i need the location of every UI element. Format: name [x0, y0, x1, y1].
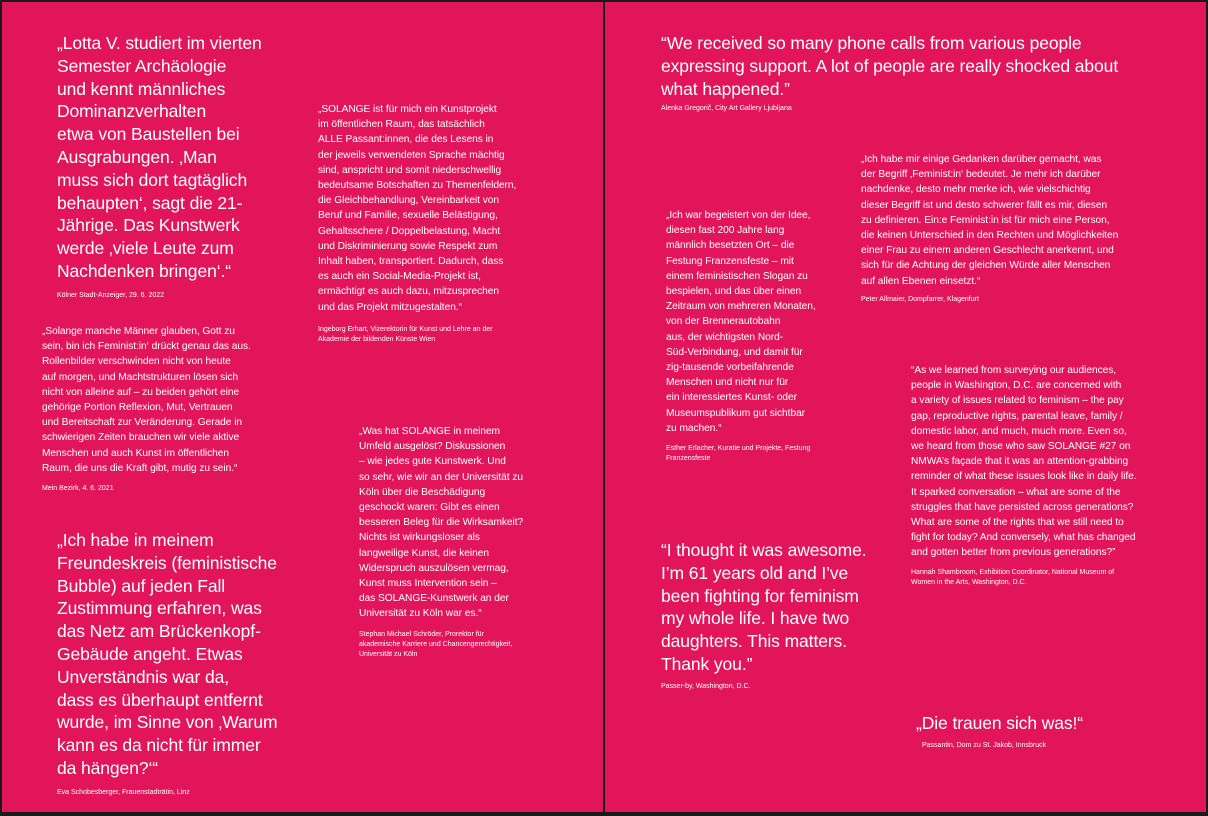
quote-schroeder	[359, 424, 569, 660]
quote-text: „Die trauen sich was!“	[916, 713, 1084, 733]
quote-source: Hannah Shambroom, Exhibition Coordinator, National Museum of Women in the Arts, Washington, D.C.	[911, 568, 1115, 586]
quote-source: Passantin, Dom zu St. Jakob, Innsbruck	[922, 741, 1047, 749]
quote-text: “We received so many phone calls from various people expressing support. A lot of people are really shocked about what happened.”	[661, 33, 1119, 99]
quote-source: Peter Allmaier, Dompfarrer, Klagenfurt	[861, 295, 979, 303]
quote-source: Ingeborg Erhart, Vizerektorin für Kunst und Lehre an der Akademie der bildenden Künste Wien	[318, 325, 493, 343]
quote-lotta	[57, 32, 317, 301]
quote-source: Mein Bezirk, 4. 6. 2021	[42, 485, 114, 493]
quote-mein-bezirk	[42, 324, 302, 494]
right-page	[605, 2, 1206, 812]
quote-source: Eva Schobesberger, Frauenstadträtin, Linz	[57, 788, 190, 796]
quote-source: Alenka Gregorič, City Art Gallery Ljubljana	[661, 105, 792, 113]
quote-source: Stephan Michael Schröder, Prorektor für akademische Karriere und Chancengerechtigkeit, Universität zu Köln	[359, 630, 513, 658]
quote-text: „Ich habe in meinem Freundeskreis (feministische Bubble) auf jeden Fall Zustimmung erfahren, was das Netz am Brückenkopf- Gebäude angeht. Etwas Unverständnis war da, dass es überhaupt entfernt wurde, im Sinne von ‚Warum kann es da nicht für immer da hängen?‘“	[57, 530, 278, 778]
quote-erlacher	[666, 208, 866, 464]
quote-passer-by	[661, 539, 901, 692]
quote-allmaier	[861, 152, 1181, 305]
quote-text: „SOLANGE ist für mich ein Kunstprojekt im öffentlichen Raum, das tatsächlich ALLE Passant:innen, die des Lesens in der jeweils verwendeten Sprache mächtig sind, anspricht und somit niederschwellig bedeutsame Botschaften zu Themenfeldern, die Gleichbehandlung, Vereinbarkeit von Beruf und Familie, sexuelle Belästigung, Gehaltsschere / Doppelbelastung, Macht und Diskriminierung sowie Respekt zum Inhalt haben, transportiert. Dadurch, dass es auch ein Social-Media-Projekt ist, ermächtigt es auch dazu, mitzusprechen und das Projekt mitzugestalten.“	[318, 104, 517, 313]
quote-text: “As we learned from surveying our audiences, people in Washington, D.C. are concerned with a variety of issues related to feminism – the pay gap, reproductive rights, parental leave, family / domestic labor, and much, much more. Even so, we heard from those who saw SOLANGE #27 on NMWA’s façade that it was an attention-grabbing reminder of what these issues look like in daily life. It sparked conversation – what are some of the struggles that have persisted across generations? What are some of the rights that we still need to fight for today? And conversely, what has changed and gotten better from previous generations?”	[911, 365, 1137, 559]
left-page	[2, 2, 603, 812]
quote-erhart	[318, 102, 558, 345]
quote-source: Esther Erlacher, Kuratie und Projekte, Festung Franzensfeste	[666, 445, 811, 463]
quote-text: “I thought it was awesome. I’m 61 years old and I’ve been fighting for feminism my whole life. I have two daughters. This matters. Thank you.”	[661, 540, 867, 674]
quote-source: Passer-by, Washington, D.C.	[661, 682, 751, 690]
quote-shambroom	[911, 363, 1201, 588]
quote-text: „Lotta V. studiert im vierten Semester Archäologie und kennt männliches Dominanzverhalten etwa von Baustellen bei Ausgrabungen. ‚Man muss sich dort tagtäglich behaupten‘, sagt die 21- Jährige. Das Kunstwerk werde ‚viele Leute zum Nachdenken bringen‘.“	[57, 33, 262, 281]
quote-text: „Ich habe mir einige Gedanken darüber gemacht, was der Begriff ‚Feminist:in‘ bedeutet. Je mehr ich darüber nachdenke, desto mehr merke ich, wie vielschichtig dieser Begriff ist und desto schwerer fällt es mir, diesen zu definieren. Ein:e Feminist:in ist für mich eine Person, die keinen Unterschied in den Rechten und Möglichkeiten einer Frau zu einem anderen Geschlecht anerkennt, und sich für die Achtung der gleichen Würde aller Menschen auf allen Ebenen einsetzt.“	[861, 154, 1119, 287]
quote-gregoric	[661, 32, 1201, 114]
quote-schobesberger	[57, 529, 317, 798]
quote-text: „Solange manche Männer glauben, Gott zu sein, bin ich Feminist:in‘ drückt genau das aus. Rollenbilder verschwinden nicht von heute auf morgen, und Machtstrukturen lösen sich nicht von alleine auf – zu beiden gehört eine gehörige Portion Reflexion, Mut, Vertrauen und Bereitschaft zur Veränderung. Gerade in schwierigen Zeiten brauchen wir viele aktive Menschen und auch Kunst im öffentlichen Raum, die uns die Kraft gibt, mutig zu sein.“	[42, 326, 251, 474]
quote-source: Kölner Stadt-Anzeiger, 29. 6. 2022	[57, 291, 165, 299]
quote-passantin	[916, 712, 1166, 751]
quote-text: „Ich war begeistert von der Idee, diesen fast 200 Jahre lang männlich besetzten Ort – die Festung Franzensfeste – mit einem feministischen Slogan zu bespielen, und das über einen Zeitraum von mehreren Monaten, von der Brennerautobahn aus, der wichtigsten Nord- Süd-Verbindung, und damit für zig-tausende vorbeifahrende Menschen und nicht nur für ein interessiertes Kunst- oder Museumspublikum gut sichtbar zu machen.“	[666, 210, 816, 434]
quote-text: „Was hat SOLANGE in meinem Umfeld ausgelöst? Diskussionen – wie jedes gute Kunstwerk. Und so sehr, wie wir an der Universität zu Köln über die Beschädigung geschockt waren: Gibt es einen besseren Beleg für die Wirksamkeit? Nichts ist wirkungsloser als langweilige Kunst, die keinen Widerspruch auszulösen vermag, Kunst muss Intervention sein – das SOLANGE-Kunstwerk an der Universität zu Köln war es.“	[359, 426, 524, 620]
